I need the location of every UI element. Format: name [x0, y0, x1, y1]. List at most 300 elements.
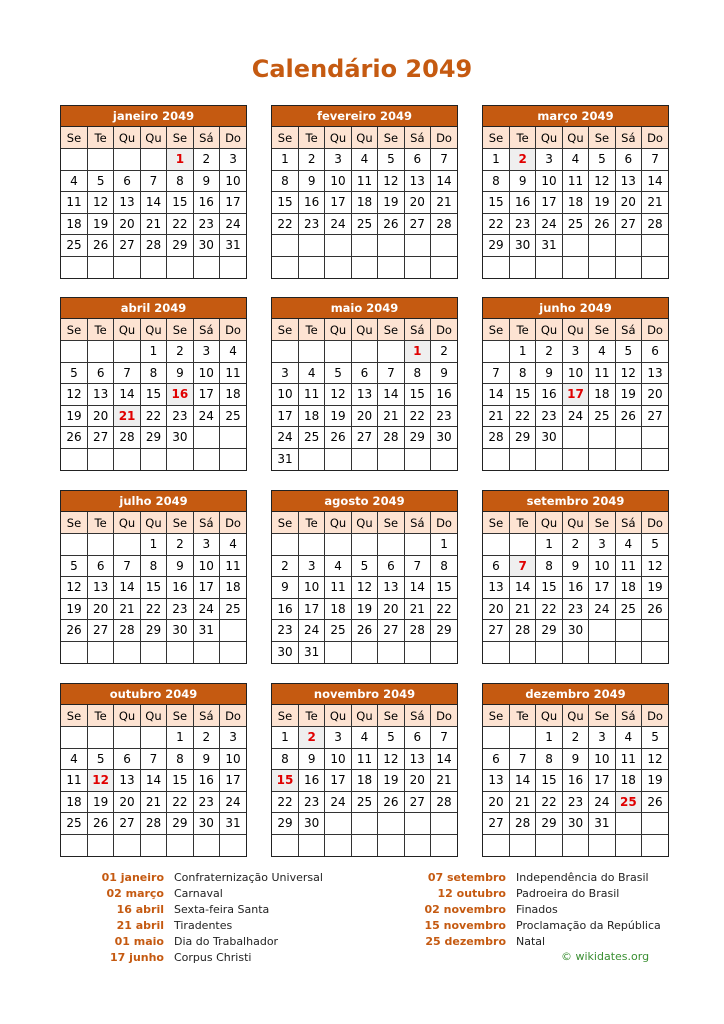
week-row — [61, 534, 246, 556]
day-cell: 26 — [378, 213, 404, 235]
week-row — [272, 834, 457, 856]
day-cell: 25 — [220, 598, 246, 620]
month-title: janeiro 2049 — [61, 106, 246, 127]
day-cell: 17 — [193, 384, 219, 406]
day-cell: 10 — [589, 748, 615, 770]
day-cell: 8 — [140, 555, 166, 577]
holiday-date: 02 março — [106, 887, 164, 900]
weekday-label: Te — [87, 127, 113, 149]
weekday-label: Sá — [404, 705, 430, 727]
day-cell: 16 — [272, 598, 298, 620]
day-cell: 20 — [378, 598, 404, 620]
day-cell: 30 — [298, 813, 324, 835]
week-row — [272, 256, 457, 278]
day-cell: 21 — [642, 192, 668, 214]
day-cell: 27 — [87, 620, 113, 642]
weekday-label: Qu — [536, 127, 562, 149]
day-cell: 16 — [298, 192, 324, 214]
empty-day-cell — [325, 834, 351, 856]
day-cell: 31 — [589, 813, 615, 835]
holiday-name: Carnaval — [174, 887, 223, 900]
day-cell: 12 — [87, 192, 113, 214]
day-cell: 22 — [404, 405, 430, 427]
day-cell: 27 — [404, 213, 430, 235]
day-cell: 4 — [220, 341, 246, 363]
day-cell: 26 — [589, 213, 615, 235]
day-cell: 10 — [325, 170, 351, 192]
month-title: novembro 2049 — [272, 684, 457, 705]
week-row — [61, 555, 246, 577]
empty-day-cell — [325, 341, 351, 363]
holiday-entry — [60, 902, 323, 918]
empty-day-cell — [562, 427, 588, 449]
day-cell: 30 — [536, 427, 562, 449]
empty-day-cell — [140, 641, 166, 663]
day-cell: 3 — [562, 341, 588, 363]
weekday-label: Se — [483, 319, 509, 341]
day-cell: 30 — [431, 427, 457, 449]
day-cell: 18 — [325, 598, 351, 620]
day-cell: 1 — [483, 149, 509, 171]
holiday-name: Natal — [516, 935, 546, 948]
day-cell: 5 — [87, 748, 113, 770]
weekday-header-row — [272, 319, 457, 341]
weekday-label: Do — [642, 127, 668, 149]
day-cell: 18 — [562, 192, 588, 214]
empty-day-cell — [167, 834, 193, 856]
day-cell: 5 — [378, 727, 404, 749]
week-row — [61, 813, 246, 835]
day-cell: 6 — [642, 341, 668, 363]
week-row — [272, 727, 457, 749]
weekday-label: Qu — [351, 319, 377, 341]
day-cell: 9 — [298, 170, 324, 192]
day-cell: 18 — [220, 577, 246, 599]
weekday-label: Te — [509, 512, 535, 534]
empty-day-cell — [140, 149, 166, 171]
day-cell: 16 — [562, 770, 588, 792]
empty-day-cell — [114, 448, 140, 470]
week-row — [61, 448, 246, 470]
holiday-day-cell: 21 — [114, 405, 140, 427]
day-cell: 4 — [351, 149, 377, 171]
weekday-label: Sá — [615, 319, 641, 341]
empty-day-cell — [167, 256, 193, 278]
day-cell: 17 — [589, 770, 615, 792]
day-cell: 16 — [431, 384, 457, 406]
day-cell: 22 — [272, 791, 298, 813]
weekday-header-row — [483, 319, 668, 341]
day-cell: 19 — [351, 598, 377, 620]
weekday-label: Qu — [140, 319, 166, 341]
week-row — [61, 770, 246, 792]
day-cell: 15 — [509, 384, 535, 406]
weekday-header-row — [61, 127, 246, 149]
weekday-label: Te — [509, 319, 535, 341]
day-cell: 10 — [193, 555, 219, 577]
empty-day-cell — [114, 834, 140, 856]
empty-day-cell — [351, 641, 377, 663]
weekday-label: Te — [87, 705, 113, 727]
day-cell: 3 — [298, 555, 324, 577]
weekday-label: Se — [272, 127, 298, 149]
weekday-label: Qu — [114, 512, 140, 534]
day-cell: 24 — [272, 427, 298, 449]
holiday-date: 01 maio — [114, 935, 164, 948]
empty-day-cell — [272, 534, 298, 556]
day-cell: 29 — [431, 620, 457, 642]
holiday-name: Sexta-feira Santa — [174, 903, 270, 916]
weekday-header-row — [272, 512, 457, 534]
day-cell: 14 — [483, 384, 509, 406]
day-cell: 23 — [272, 620, 298, 642]
day-cell: 8 — [536, 555, 562, 577]
day-cell: 11 — [615, 748, 641, 770]
day-cell: 15 — [536, 770, 562, 792]
day-cell: 21 — [509, 598, 535, 620]
weekday-header-row — [61, 705, 246, 727]
holiday-name: Independência do Brasil — [516, 871, 649, 884]
day-cell: 3 — [325, 149, 351, 171]
day-cell: 14 — [378, 384, 404, 406]
day-cell: 26 — [642, 598, 668, 620]
empty-day-cell — [61, 834, 87, 856]
week-row — [483, 341, 668, 363]
day-cell: 12 — [61, 577, 87, 599]
day-cell: 3 — [272, 362, 298, 384]
day-cell: 19 — [615, 384, 641, 406]
day-cell: 11 — [351, 748, 377, 770]
day-cell: 3 — [193, 534, 219, 556]
week-row — [483, 813, 668, 835]
day-cell: 12 — [351, 577, 377, 599]
empty-day-cell — [642, 641, 668, 663]
empty-day-cell — [87, 534, 113, 556]
day-cell: 3 — [589, 534, 615, 556]
week-row — [61, 791, 246, 813]
weekday-label: Qu — [140, 127, 166, 149]
week-row — [483, 405, 668, 427]
empty-day-cell — [536, 256, 562, 278]
day-cell: 5 — [325, 362, 351, 384]
day-cell: 19 — [61, 405, 87, 427]
month-calendar — [271, 490, 458, 664]
day-cell: 6 — [87, 362, 113, 384]
day-cell: 23 — [431, 405, 457, 427]
empty-day-cell — [193, 448, 219, 470]
week-row — [483, 170, 668, 192]
day-cell: 9 — [298, 748, 324, 770]
day-cell: 11 — [61, 192, 87, 214]
weekday-header-row — [61, 512, 246, 534]
week-row — [272, 448, 457, 470]
day-cell: 28 — [404, 620, 430, 642]
weekday-label: Qu — [325, 319, 351, 341]
day-cell: 6 — [404, 149, 430, 171]
day-cell: 17 — [193, 577, 219, 599]
day-cell: 1 — [167, 727, 193, 749]
weekday-label: Se — [483, 127, 509, 149]
day-cell: 18 — [589, 384, 615, 406]
week-row — [483, 748, 668, 770]
empty-day-cell — [298, 834, 324, 856]
day-cell: 17 — [536, 192, 562, 214]
empty-day-cell — [562, 641, 588, 663]
day-cell: 26 — [615, 405, 641, 427]
weekday-label: Te — [298, 512, 324, 534]
weekday-label: Se — [167, 705, 193, 727]
weekday-label: Do — [642, 705, 668, 727]
day-cell: 2 — [562, 727, 588, 749]
day-cell: 10 — [193, 362, 219, 384]
weekday-label: Se — [61, 319, 87, 341]
month-calendar — [482, 105, 669, 279]
day-cell: 22 — [536, 791, 562, 813]
weekday-label: Qu — [140, 512, 166, 534]
day-cell: 20 — [114, 791, 140, 813]
weekday-label: Qu — [536, 512, 562, 534]
empty-day-cell — [615, 813, 641, 835]
day-cell: 27 — [615, 213, 641, 235]
empty-day-cell — [509, 256, 535, 278]
day-cell: 7 — [431, 727, 457, 749]
week-row — [483, 384, 668, 406]
weekday-header-row — [483, 127, 668, 149]
day-cell: 25 — [589, 405, 615, 427]
empty-day-cell — [536, 448, 562, 470]
day-cell: 14 — [140, 192, 166, 214]
day-cell: 11 — [220, 362, 246, 384]
day-cell: 17 — [220, 770, 246, 792]
weekday-label: Sá — [404, 512, 430, 534]
day-cell: 22 — [167, 791, 193, 813]
day-cell: 23 — [167, 598, 193, 620]
month-title: outubro 2049 — [61, 684, 246, 705]
day-cell: 15 — [140, 577, 166, 599]
weekday-label: Se — [483, 705, 509, 727]
empty-day-cell — [536, 641, 562, 663]
day-cell: 13 — [404, 170, 430, 192]
empty-day-cell — [589, 834, 615, 856]
day-cell: 28 — [642, 213, 668, 235]
empty-day-cell — [404, 534, 430, 556]
month-title: junho 2049 — [483, 298, 668, 319]
weekday-label: Se — [589, 512, 615, 534]
week-row — [61, 598, 246, 620]
week-row — [272, 235, 457, 257]
empty-day-cell — [351, 534, 377, 556]
month-calendar — [271, 105, 458, 279]
empty-day-cell — [87, 641, 113, 663]
weekday-label: Do — [431, 127, 457, 149]
weekday-header-row — [61, 319, 246, 341]
day-cell: 31 — [536, 235, 562, 257]
holiday-date: 17 junho — [110, 951, 164, 964]
day-cell: 23 — [509, 213, 535, 235]
day-cell: 24 — [193, 598, 219, 620]
holiday-day-cell: 7 — [509, 555, 535, 577]
day-cell: 26 — [61, 620, 87, 642]
day-cell: 11 — [562, 170, 588, 192]
month-title: abril 2049 — [61, 298, 246, 319]
day-cell: 28 — [140, 813, 166, 835]
empty-day-cell — [140, 256, 166, 278]
day-cell: 9 — [193, 170, 219, 192]
day-cell: 20 — [87, 405, 113, 427]
empty-day-cell — [378, 641, 404, 663]
month-title: maio 2049 — [272, 298, 457, 319]
day-cell: 27 — [351, 427, 377, 449]
empty-day-cell — [615, 834, 641, 856]
day-cell: 22 — [140, 598, 166, 620]
day-cell: 26 — [642, 791, 668, 813]
empty-day-cell — [378, 256, 404, 278]
holiday-entry — [400, 870, 661, 886]
month-calendar — [482, 297, 669, 471]
week-row — [483, 598, 668, 620]
day-cell: 25 — [220, 405, 246, 427]
holiday-name: Padroeira do Brasil — [516, 887, 620, 900]
holiday-name: Dia do Trabalhador — [174, 935, 279, 948]
weekday-label: Sá — [615, 705, 641, 727]
day-cell: 4 — [615, 727, 641, 749]
day-cell: 4 — [615, 534, 641, 556]
day-cell: 19 — [325, 405, 351, 427]
week-row — [483, 555, 668, 577]
day-cell: 30 — [193, 235, 219, 257]
day-cell: 17 — [325, 770, 351, 792]
day-cell: 3 — [589, 727, 615, 749]
day-cell: 18 — [220, 384, 246, 406]
day-cell: 13 — [404, 748, 430, 770]
week-row — [483, 149, 668, 171]
empty-day-cell — [351, 341, 377, 363]
week-row — [61, 748, 246, 770]
day-cell: 11 — [298, 384, 324, 406]
day-cell: 6 — [404, 727, 430, 749]
day-cell: 2 — [193, 727, 219, 749]
week-row — [272, 405, 457, 427]
weekday-label: Se — [167, 319, 193, 341]
holiday-name: Corpus Christi — [174, 951, 252, 964]
empty-day-cell — [351, 813, 377, 835]
day-cell: 9 — [562, 748, 588, 770]
day-cell: 10 — [220, 748, 246, 770]
weekday-label: Qu — [325, 127, 351, 149]
holiday-date: 07 setembro — [427, 871, 506, 884]
day-cell: 12 — [61, 384, 87, 406]
empty-day-cell — [562, 448, 588, 470]
week-row — [61, 577, 246, 599]
day-cell: 13 — [87, 577, 113, 599]
week-row — [272, 791, 457, 813]
day-cell: 6 — [483, 555, 509, 577]
day-cell: 7 — [431, 149, 457, 171]
day-cell: 9 — [431, 362, 457, 384]
holiday-name: Proclamação da República — [516, 919, 661, 932]
holiday-entry — [60, 886, 323, 902]
day-cell: 11 — [325, 577, 351, 599]
month-calendar — [60, 683, 247, 857]
day-cell: 21 — [509, 791, 535, 813]
day-cell: 25 — [351, 213, 377, 235]
week-row — [61, 149, 246, 171]
day-cell: 20 — [404, 192, 430, 214]
empty-day-cell — [589, 620, 615, 642]
weekday-label: Se — [589, 127, 615, 149]
day-cell: 7 — [378, 362, 404, 384]
day-cell: 7 — [140, 748, 166, 770]
day-cell: 28 — [140, 235, 166, 257]
day-cell: 26 — [378, 791, 404, 813]
empty-day-cell — [642, 813, 668, 835]
day-cell: 13 — [114, 192, 140, 214]
day-cell: 21 — [140, 213, 166, 235]
empty-day-cell — [61, 727, 87, 749]
day-cell: 16 — [193, 770, 219, 792]
day-cell: 8 — [536, 748, 562, 770]
weekday-label: Se — [167, 512, 193, 534]
week-row — [61, 362, 246, 384]
day-cell: 4 — [298, 362, 324, 384]
empty-day-cell — [87, 256, 113, 278]
day-cell: 20 — [642, 384, 668, 406]
day-cell: 26 — [325, 427, 351, 449]
day-cell: 1 — [272, 149, 298, 171]
credit-text[interactable]: © wikidates.org — [561, 950, 650, 963]
empty-day-cell — [483, 534, 509, 556]
week-row — [272, 620, 457, 642]
day-cell: 14 — [140, 770, 166, 792]
weekday-label: Se — [61, 705, 87, 727]
day-cell: 19 — [589, 192, 615, 214]
day-cell: 24 — [589, 791, 615, 813]
empty-day-cell — [272, 235, 298, 257]
week-row — [272, 770, 457, 792]
empty-day-cell — [483, 727, 509, 749]
empty-day-cell — [351, 235, 377, 257]
empty-day-cell — [509, 834, 535, 856]
empty-day-cell — [193, 641, 219, 663]
weekday-label: Sá — [193, 705, 219, 727]
holiday-day-cell: 2 — [509, 149, 535, 171]
empty-day-cell — [404, 641, 430, 663]
day-cell: 8 — [167, 170, 193, 192]
holiday-entry — [60, 934, 323, 950]
empty-day-cell — [589, 256, 615, 278]
weekday-header-row — [272, 127, 457, 149]
empty-day-cell — [589, 427, 615, 449]
holiday-date: 21 abril — [116, 919, 164, 932]
empty-day-cell — [87, 341, 113, 363]
day-cell: 27 — [404, 791, 430, 813]
holiday-day-cell: 15 — [272, 770, 298, 792]
day-cell: 23 — [298, 213, 324, 235]
holiday-day-cell: 1 — [404, 341, 430, 363]
day-cell: 8 — [483, 170, 509, 192]
day-cell: 7 — [483, 362, 509, 384]
day-cell: 22 — [167, 213, 193, 235]
empty-day-cell — [642, 448, 668, 470]
day-cell: 28 — [509, 813, 535, 835]
day-cell: 8 — [431, 555, 457, 577]
week-row — [272, 748, 457, 770]
empty-day-cell — [114, 341, 140, 363]
day-cell: 30 — [272, 641, 298, 663]
weekday-label: Do — [431, 319, 457, 341]
day-cell: 4 — [562, 149, 588, 171]
day-cell: 5 — [351, 555, 377, 577]
